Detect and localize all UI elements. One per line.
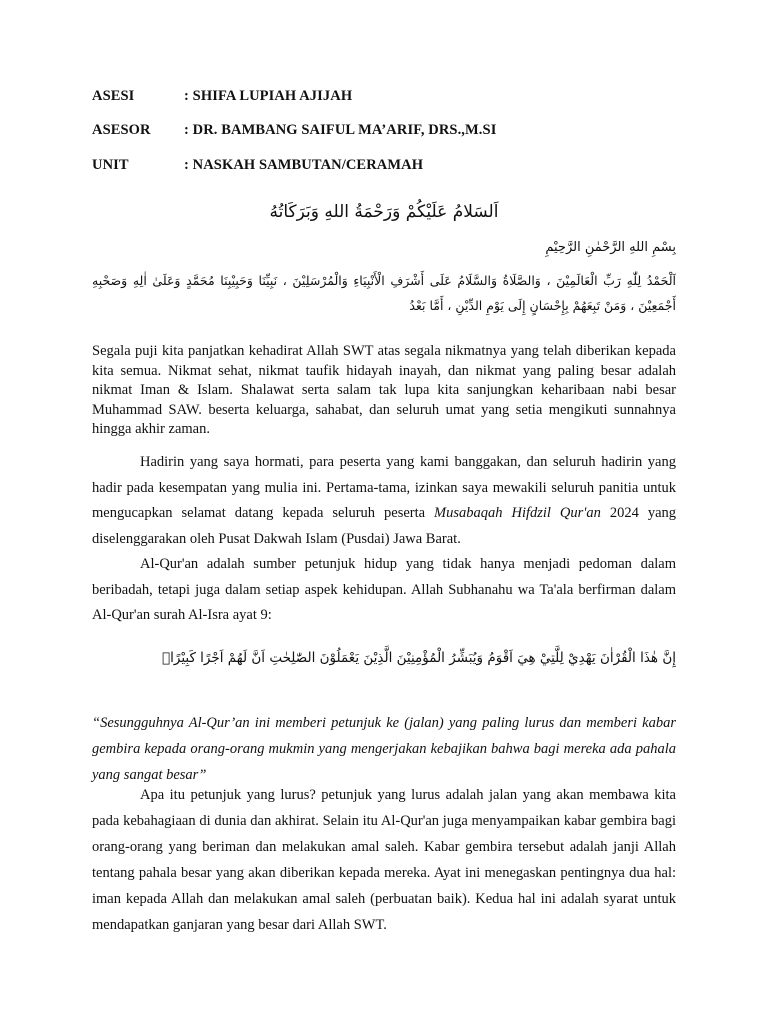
arabic-basmalah: بِسْمِ اللهِ الرَّحْمٰنِ الرَّحِيْمِ [545,240,676,255]
arabic-hamdalah: اَلْحَمْدُ لِلّٰهِ رَبِّ الْعَالَمِيْنَ ، وَالصَّلَاةُ وَالسَّلَامُ عَلَى أَشْرَفِ الْأَنْبِيَاءِ وَالْمُرْسَلِيْنَ ، نَبِيِّنَا وَحَبِيْبِنَا مُحَمَّدٍ وَعَلَىٰ اٰلِهِ وَصَحْبِهِ أَجْمَعِيْنَ ، وَمَنْ تَبِعَهُمْ بِإِحْسَانٍ إِلَى يَوْمِ الدِّيْنِ ، أَمَّا بَعْدُ [92,273,676,313]
arabic-verse: إِنَّ هٰذَا الْقُرْاٰنَ يَهْدِيْ لِلَّتِيْ هِيَ اَقْوَمُ وَيُبَشِّرُ الْمُؤْمِنِيْنَ الَّذِيْنَ يَعْمَلُوْنَ الصّٰلِحٰتِ اَنَّ لَهُمْ اَجْرًا كَبِيْرًاۙ [162,650,676,666]
paragraph-greeting [92,450,676,552]
asesor-value: : DR. BAMBANG SAIFUL MA’ARIF, DRS.,M.SI [184,122,497,138]
greeting-text: Hadirin yang saya hormati, para peserta yang kami banggakan, dan seluruh hadirin yang hadir pada kesempatan yang mulia ini. Pertama-tama, izinkan saya mewakili seluruh panitia untuk mengucapkan selamat datang kepada seluruh peserta [92,454,676,521]
verse-translation: “Sesungguhnya Al-Qur’an ini memberi petunjuk ke (jalan) yang paling lurus dan memberi kabar gembira kepada orang-orang mukmin yang mengerjakan kebajikan bahwa bagi mereka ada pahala yang sangat besar” [92,715,676,783]
asesi-value: : SHIFA LUPIAH AJIJAH [184,88,353,104]
arabic-salam: اَلسَلامُ عَلَيْكُمْ وَرَحْمَةُ اللهِ وَبَرَكَاتُهُ [269,202,499,222]
asesor-label: ASESOR [92,122,151,138]
unit-value: : NASKAH SAMBUTAN/CERAMAH [184,157,424,173]
event-name: Musabaqah Hifdzil Qur'an [434,505,601,521]
paragraph-quran-intro: Al-Qur'an adalah sumber petunjuk hidup yang tidak hanya menjadi pedoman dalam beribadah, tetapi juga dalam setiap aspek kehidupan. Allah Subhanahu wa Ta'ala berfirman dalam Al-Qur'an surah Al-Isra ayat 9: [92,556,676,623]
greeting-text-end: 2024 yang diselenggarakan oleh Pusat Dakwah Islam (Pusdai) Jawa Barat. [92,505,677,547]
paragraph-explanation: Apa itu petunjuk yang lurus? petunjuk yang lurus adalah jalan yang akan membawa kita pada kebahagiaan di dunia dan akhirat. Selain itu Al-Qur'an juga menyampaikan kabar gembira bagi orang-orang yang beriman dan melakukan amal saleh. Kabar gembira tersebut adalah janji Allah tentang pahala besar yang akan diberikan kepada mereka. Ayat ini menegaskan pentingnya dua hal: iman kepada Allah dan melakukan amal saleh (perbuatan baik). Kedua hal ini adalah syarat untuk mendapatkan ganjaran yang besar dari Allah SWT. [92,787,676,933]
asesi-label: ASESI [92,88,135,104]
unit-label: UNIT [92,157,129,173]
paragraph-opening: Segala puji kita panjatkan kehadirat Allah SWT atas segala nikmatnya yang telah diberikan kepada kita semua. Nikmat sehat, nikmat taufik hidayah inayah, dan nikmat yang paling besar adalah nikmat Iman & Islam. Shalawat serta salam tak lupa kita sanjungkan keharibaan nabi besar Muhammad SAW. beserta keluarga, sahabat, dan seluruh umat yang setia mengikuti sunnahnya hingga akhir zaman. [92,343,676,437]
